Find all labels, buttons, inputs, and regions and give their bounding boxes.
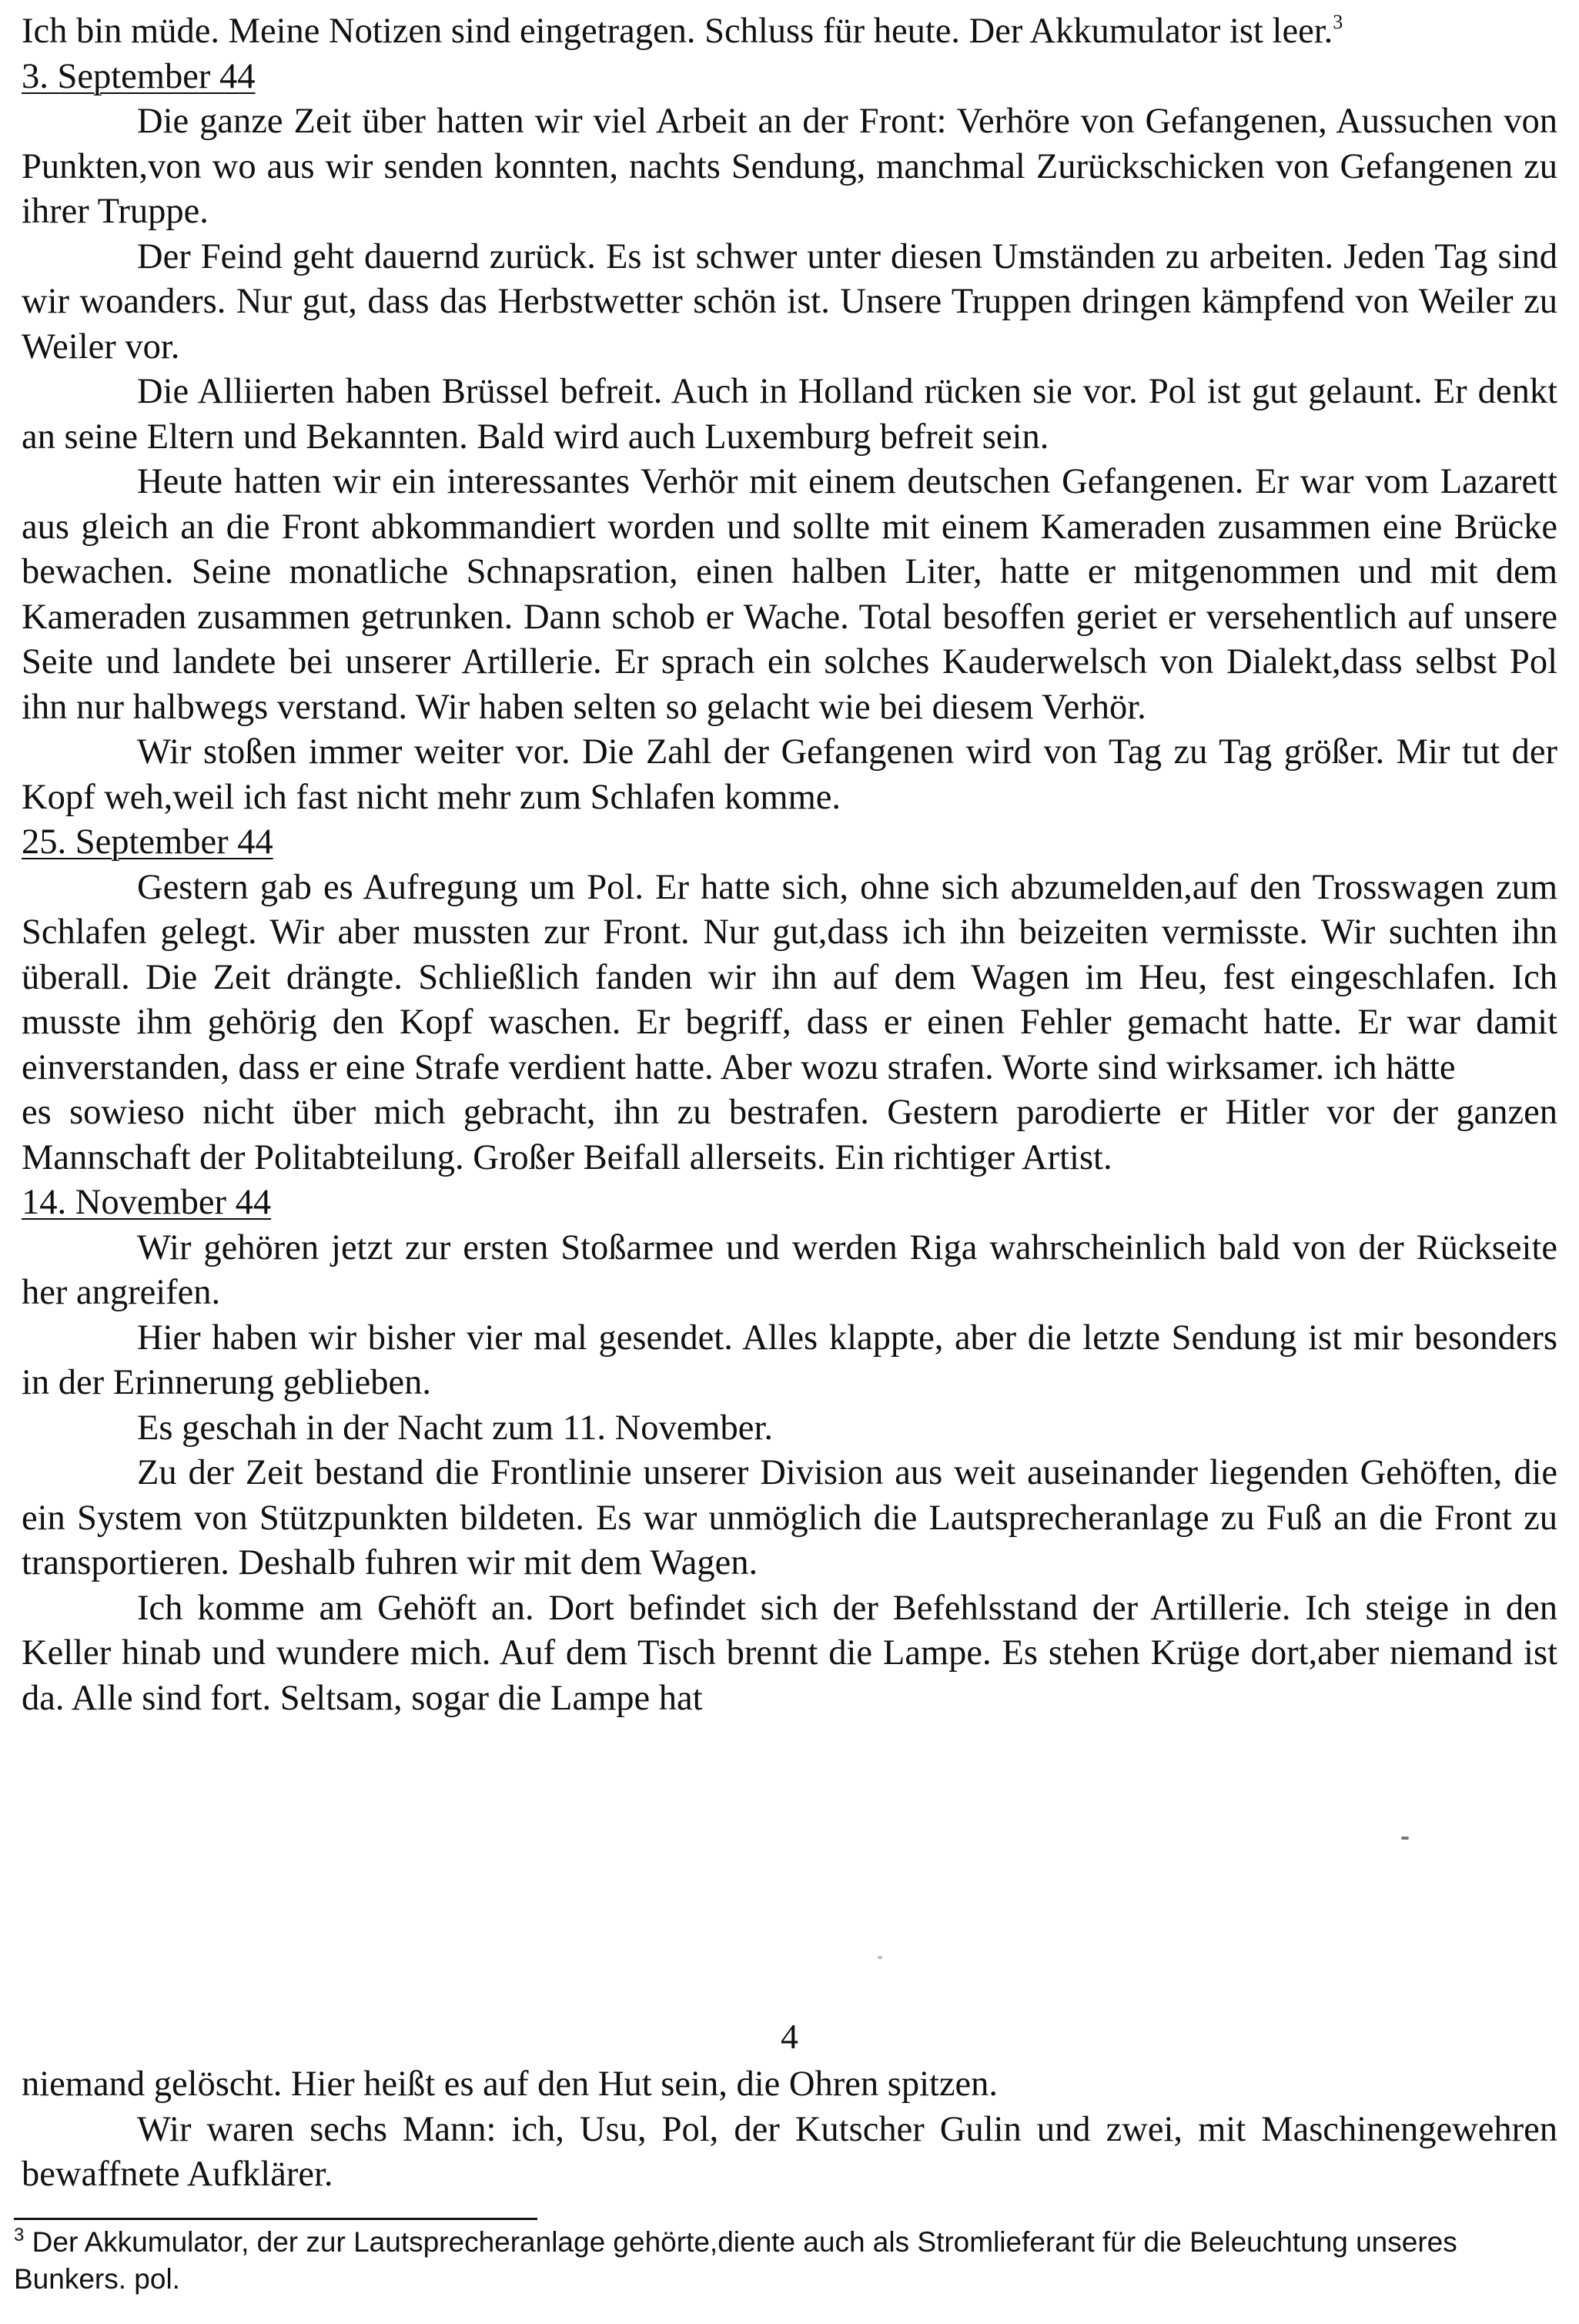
footnote-reference: 3 (1333, 11, 1343, 33)
page-number: 4 (781, 2017, 798, 2056)
paragraph: Hier haben wir bisher vier mal gesendet. Alles klappte, aber die letzte Sendung ist mir besonders in der Erinnerung geblieben. (22, 1318, 1557, 1402)
paragraph: Gestern gab es Aufregung um Pol. Er hatte sich, ohne sich abzumelden,auf den Trosswagen zum Schlafen gelegt. Wir aber mussten zur Front. Nur gut,dass ich ihn beizeiten vermisste. Wir suchten ihn überall. Die Zeit drängte. Schließlich fanden wir ihn auf dem Wagen im Heu, fest eingeschlafen. Ich musste ihm gehörig den Kopf waschen. Er begriff, dass er einen Fehler gemacht hatte. Er war damit einverstanden, dass er eine Strafe verdient hatte. Aber wozu strafen. Worte sind wirksamer. ich hätte (22, 867, 1557, 1087)
main-text-block (22, 9, 1557, 1721)
intro-text: Ich bin müde. Meine Notizen sind eingetragen. Schluss für heute. Der Akkumulator ist leer. (22, 12, 1333, 51)
footnote-separator (14, 2218, 537, 2220)
continuation-block (22, 2062, 1557, 2198)
paragraph: es sowieso nicht über mich gebracht, ihn zu bestrafen. Gestern parodierte er Hitler vor der ganzen Mannschaft der Politabteilung. Großer Beifall allerseits. Ein richtiger Artist. (22, 1093, 1557, 1177)
paragraph: Zu der Zeit bestand die Frontlinie unserer Division aus weit auseinander liegenden Gehöften, die ein System von Stützpunkten bildeten. Es war unmöglich die Lautsprecheranlage zu Fuß an die Front zu transportieren. Deshalb fuhren wir mit dem Wagen. (22, 1453, 1557, 1582)
paragraph: Der Feind geht dauernd zurück. Es ist schwer unter diesen Umständen zu arbeiten. Jeden Tag sind wir woanders. Nur gut, dass das Herbstwetter schön ist. Unsere Truppen dringen kämpfend von Weiler zu Weiler vor. (22, 236, 1557, 367)
paragraph: Wir gehören jetzt zur ersten Stoßarmee und werden Riga wahrscheinlich bald von der Rückseite her angreifen. (22, 1227, 1557, 1312)
footnote-number: 3 (14, 2225, 25, 2245)
paragraph: Wir waren sechs Mann: ich, Usu, Pol, der Kutscher Gulin und zwei, mit Maschinengewehren bewaffnete Aufklärer. (22, 2109, 1557, 2194)
entry-date-2: 25. September 44 (22, 822, 273, 862)
paragraph: Die ganze Zeit über hatten wir viel Arbeit an der Front: Verhöre von Gefangenen, Aussuchen von Punkten,von wo aus wir senden konnten, nachts Sendung, manchmal Zurückschicken von Gefangenen zu ihrer Truppe. (22, 102, 1557, 231)
entry-date-1: 3. September 44 (22, 56, 256, 96)
paragraph: niemand gelöscht. Hier heißt es auf den Hut sein, die Ohren spitzen. (22, 2064, 999, 2104)
paragraph: Ich komme am Gehöft an. Dort befindet sich der Befehlsstand der Artillerie. Ich steige in den Keller hinab und wundere mich. Auf dem Tisch brennt die Lampe. Es stehen Krüge dort,aber niemand ist da. Alle sind fort. Seltsam, sogar die Lampe hat (22, 1588, 1557, 1718)
paragraph: Es geschah in der Nacht zum 11. November. (137, 1408, 773, 1448)
scan-speck (878, 1956, 882, 1959)
intro-paragraph (22, 9, 1557, 55)
footnote-text: Der Akkumulator, der zur Lautsprecheranlage gehörte,diente auch als Stromlieferant für die Beleuchtung unseres Bunkers. pol. (14, 2226, 1457, 2295)
scan-speck (1401, 1837, 1409, 1840)
paragraph: Die Alliierten haben Brüssel befreit. Auch in Holland rücken sie vor. Pol ist gut gelaunt. Er denkt an seine Eltern und Bekannten. Bald wird auch Luxemburg befreit sein. (22, 372, 1557, 457)
paragraph: Heute hatten wir ein interessantes Verhör mit einem deutschen Gefangenen. Er war vom Lazarett aus gleich an die Front abkommandiert worden und sollte mit einem Kameraden zusammen eine Brücke bewachen. Seine monatliche Schnapsration, einen halben Liter, hatte er mitgenommen und mit dem Kameraden zusammen getrunken. Dann schob er Wache. Total besoffen geriet er versehentlich auf unsere Seite und landete bei unserer Artillerie. Er sprach ein solches Kauderwelsch von Dialekt,dass selbst Pol ihn nur halbwegs verstand. Wir haben selten so gelacht wie bei diesem Verhör. (22, 462, 1557, 727)
footnote (14, 2224, 1542, 2298)
entry-date-3: 14. November 44 (22, 1183, 272, 1222)
paragraph: Wir stoßen immer weiter vor. Die Zahl der Gefangenen wird von Tag zu Tag größer. Mir tut der Kopf weh,weil ich fast nicht mehr zum Schlafen komme. (22, 732, 1557, 817)
